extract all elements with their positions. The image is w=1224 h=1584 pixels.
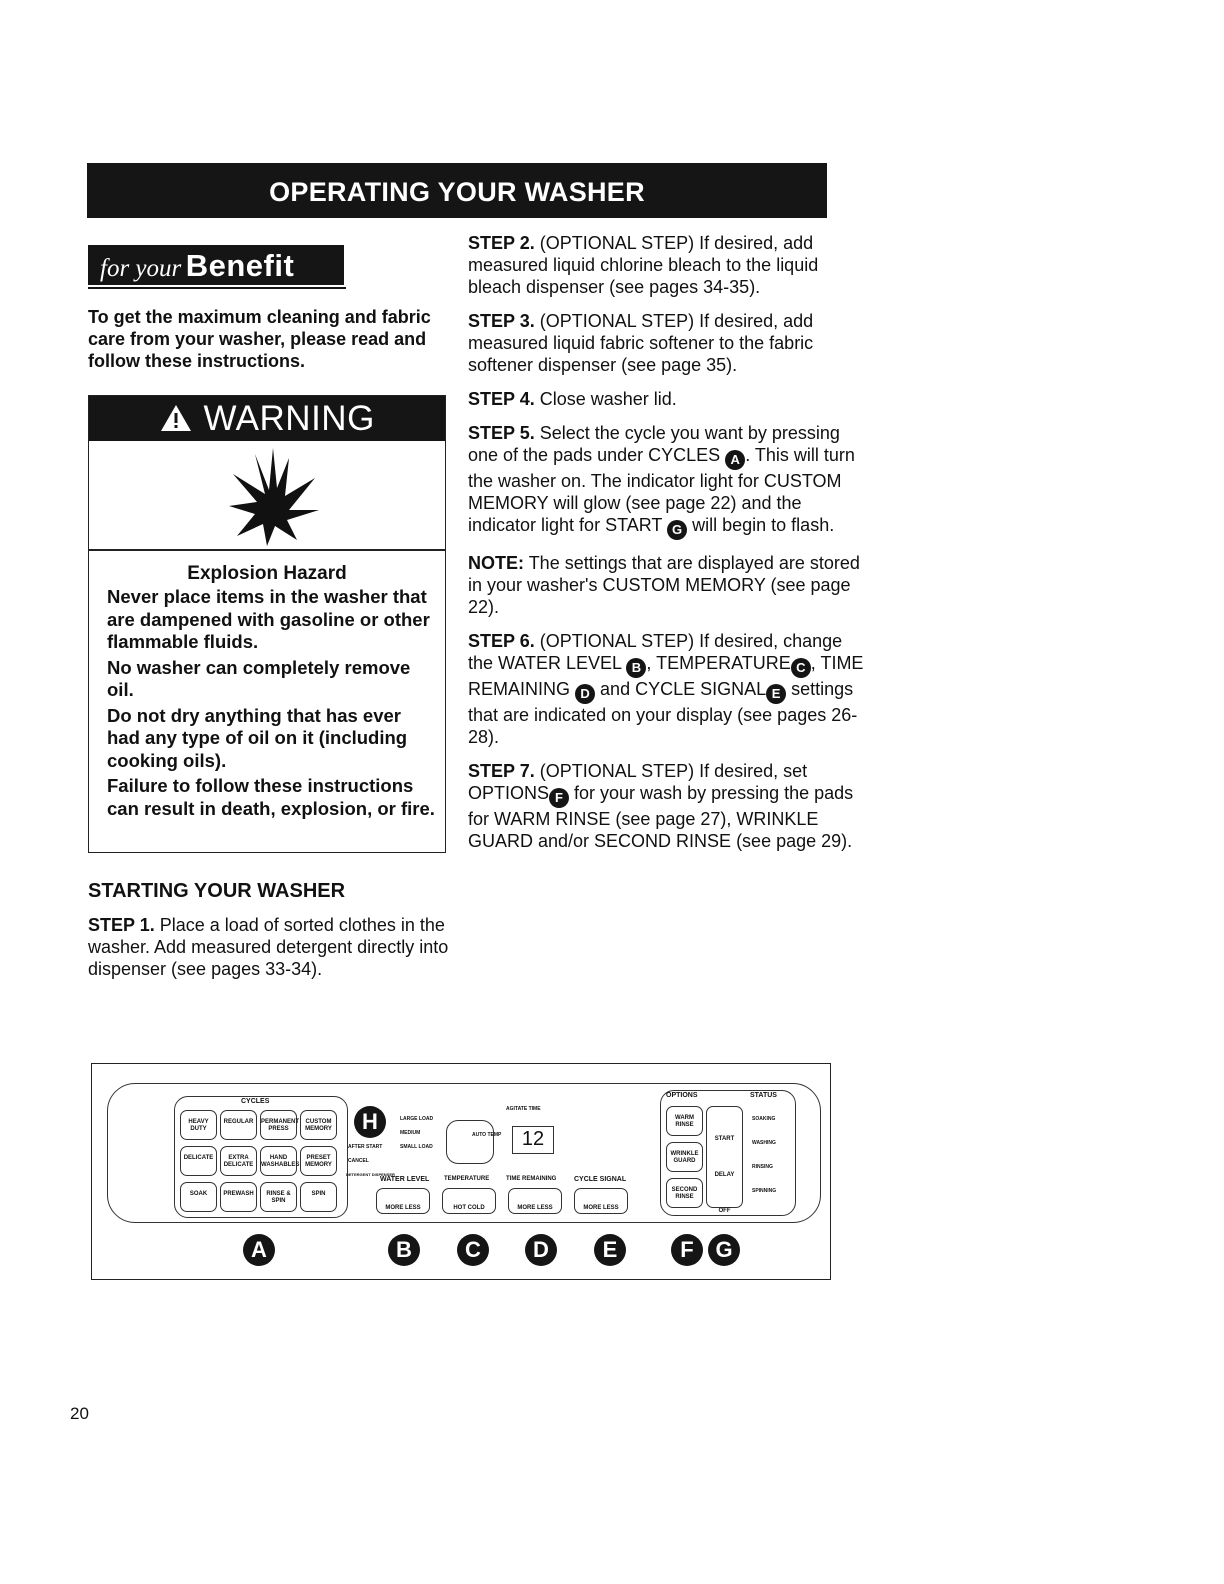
callout-c-icon: C [791,658,811,678]
step-2 [468,232,868,298]
temperature-label: TEMPERATURE [444,1176,490,1182]
intro-text: To get the maximum cleaning and fabric care from your washer, please read and follow these instructions. [88,307,431,371]
callout-b-icon: B [388,1234,420,1266]
step-text: settings that are indicated on your display (see pages 26-28). [468,679,858,747]
pad-extra-delicate[interactable]: EXTRA DELICATE [220,1146,257,1176]
callout-h-icon: H [354,1106,386,1138]
callout-b-icon: B [626,658,646,678]
step-6 [468,630,868,748]
callout-f-icon: F [549,788,569,808]
time-remaining-arrows[interactable] [508,1188,562,1214]
load-small-label: SMALL LOAD [400,1144,433,1150]
step-3 [468,310,868,376]
cancel-label: CANCEL [348,1158,369,1164]
options-label: OPTIONS [666,1092,698,1099]
warning-header [89,396,445,441]
callout-f-icon: F [671,1234,703,1266]
status-spinning: SPINNING [752,1188,777,1194]
step-text: . This will turn the washer on. The indicator light for CUSTOM MEMORY will glow (see page 22) and the indicator light for START [468,445,855,535]
step-text: (OPTIONAL STEP) If desired, add measured liquid chlorine bleach to the liquid bleach dispenser (see pages 34-35). [468,233,819,297]
pad-rinse-spin[interactable]: RINSE & SPIN [260,1182,297,1212]
cycles-label: CYCLES [241,1098,270,1105]
warning-body [107,586,437,823]
callout-c-icon: C [457,1234,489,1266]
note-text: The settings that are displayed are stored in your washer's CUSTOM MEMORY (see page 22). [468,553,860,617]
less-label: LESS [603,1205,619,1211]
benefit-word: Benefit [185,248,295,283]
step-text: (OPTIONAL STEP) If desired, change the WATER LEVEL [468,631,843,673]
step-text: (OPTIONAL STEP) If desired, set OPTIONS [468,761,808,803]
time-remaining-label: TIME REMAINING [506,1176,557,1182]
benefit-underline [88,287,346,289]
pad-warm-rinse[interactable]: WARM RINSE [666,1106,703,1136]
temperature-arrows[interactable] [442,1188,496,1214]
callout-e-icon: E [766,684,786,704]
callout-g-icon: G [708,1234,740,1266]
cycle-signal-label: CYCLE SIGNAL [574,1176,627,1183]
pad-heavy-duty[interactable]: HEAVY DUTY [180,1110,217,1140]
load-large-label: LARGE LOAD [400,1116,434,1122]
callout-d-icon: D [525,1234,557,1266]
step-label: STEP 7. [468,761,535,781]
pad-delicate[interactable]: DELICATE [180,1146,217,1176]
explosion-icon [225,448,320,553]
status-rinsing: RINSING [752,1164,773,1170]
pad-preset-memory[interactable]: PRESET MEMORY [300,1146,337,1176]
note-label: NOTE: [468,553,524,573]
time-display: 12 [512,1126,554,1154]
step-text: will begin to flash. [692,515,835,535]
cycle-signal-arrows[interactable] [574,1188,628,1214]
agitate-time-label: AGITATE TIME [506,1106,541,1112]
more-label: MORE [385,1205,404,1211]
step-4 [468,388,868,410]
starting-heading: STARTING YOUR WASHER [88,880,346,902]
more-label: MORE [517,1205,536,1211]
start-delay-off-pad[interactable] [706,1106,743,1214]
step-1 [88,914,458,980]
pad-spin[interactable]: SPIN [300,1182,337,1212]
step-label: STEP 1. [88,915,155,935]
start-label: START [714,1136,735,1142]
step-label: STEP 5. [468,423,535,443]
warning-triangle-icon [159,399,203,438]
step-text: Select the cycle you want by pressing one of the pads under CYCLES [468,423,840,465]
less-label: LESS [537,1205,553,1211]
load-medium-label: MEDIUM [400,1130,421,1136]
step-text: Place a load of sorted clothes in the washer. Add measured detergent directly into dispenser (see pages 33-34). [88,915,449,979]
step-label: STEP 2. [468,233,535,253]
callout-d-icon: D [575,684,595,704]
callout-a-icon: A [243,1234,275,1266]
less-label: LESS [405,1205,421,1211]
pad-hand-washables[interactable]: HAND WASHABLES [260,1146,297,1176]
warning-paragraph: Do not dry anything that has ever had any type of oil on it (including cooking oils). [107,704,408,771]
warning-paragraph: Failure to follow these instructions can result in death, explosion, or fire. [107,775,435,819]
warning-header-text: WARNING [203,399,375,438]
status-soaking: SOAKING [752,1116,776,1122]
callout-g-icon: G [667,520,687,540]
callout-a-icon: A [725,450,745,470]
hot-label: HOT [453,1205,466,1211]
step-text: and CYCLE SIGNAL [600,679,767,699]
steps-column [468,232,868,864]
auto-temp-label: AUTO TEMP [472,1132,502,1138]
pad-regular[interactable]: REGULAR [220,1110,257,1140]
step-label: STEP 6. [468,631,535,651]
pad-wrinkle-guard[interactable]: WRINKLE GUARD [666,1142,703,1172]
section-banner: OPERATING YOUR WASHER [87,163,827,218]
step-text: Close washer lid. [539,389,677,409]
status-label: STATUS [750,1092,777,1099]
off-label: OFF [718,1208,731,1214]
step-text: , TIME REMAINING [468,653,864,699]
benefit-badge [88,245,346,287]
warning-paragraph: No washer can completely remove oil. [107,656,411,700]
water-level-label: WATER LEVEL [380,1176,430,1183]
step-text: , TEMPERATURE [646,653,791,673]
step-label: STEP 4. [468,389,535,409]
status-washing: WASHING [752,1140,776,1146]
after-start-label: AFTER START [348,1144,383,1150]
step-text: for your wash by pressing the pads for WARM RINSE (see page 27), WRINKLE GUARD and/or SECOND RINSE (see page 29). [468,783,854,851]
note [468,552,868,618]
step-7 [468,760,868,852]
water-level-selector[interactable] [446,1120,494,1164]
pad-permanent-press[interactable]: PERMANENT PRESS [260,1110,297,1140]
step-5 [468,422,868,540]
cold-label: COLD [467,1205,485,1211]
step-label: STEP 3. [468,311,535,331]
warning-title: Explosion Hazard [187,563,347,584]
step-text: (OPTIONAL STEP) If desired, add measured liquid fabric softener to the fabric softener dispenser (see page 35). [468,311,814,375]
pad-custom-memory[interactable]: CUSTOM MEMORY [300,1110,337,1140]
more-label: MORE [583,1205,602,1211]
callout-e-icon: E [594,1234,626,1266]
pad-soak[interactable]: SOAK [180,1182,217,1212]
control-panel [107,1083,821,1223]
water-level-arrows[interactable] [376,1188,430,1214]
pad-second-rinse[interactable]: SECOND RINSE [666,1178,703,1208]
pad-prewash[interactable]: PREWASH [220,1182,257,1212]
benefit-for-your: for your [100,255,182,282]
page-number: 20 [70,1404,89,1423]
detergent-label: DETERGENT DISPENSER [346,1172,395,1177]
warning-paragraph: Never place items in the washer that are dampened with gasoline or other flammable fluids. [107,586,430,652]
delay-label: DELAY [714,1172,735,1178]
